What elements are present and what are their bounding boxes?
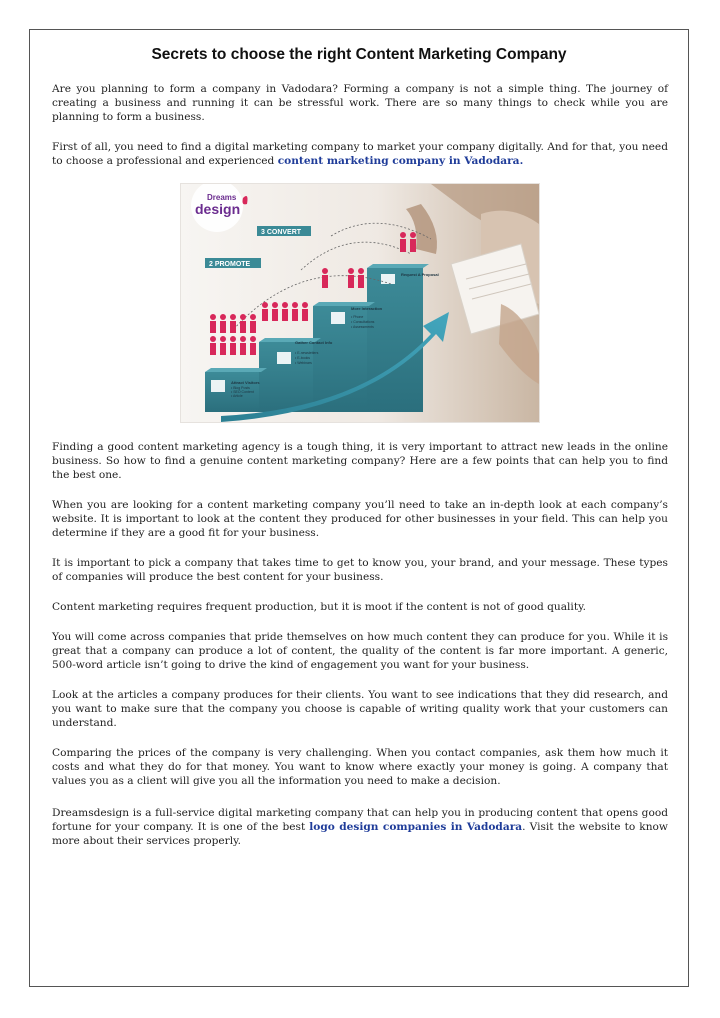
content-marketing-link[interactable]: content marketing company in Vadodara (277, 155, 520, 168)
paragraph-website-review: When you are looking for a content marketing company you’ll need to take an in-depth look at each company’s website. It is important to look at the content they produced for other businesses in your field. This can help you determine if they are a good fit for your business. (52, 499, 668, 540)
svg-text:• E-newsletters: • E-newsletters (295, 351, 319, 355)
paragraph-text: . Visit the website to know more about their services properly. (52, 821, 668, 848)
logo-design-link[interactable]: logo design companies in Vadodara (309, 821, 523, 834)
svg-text:• SEO Content: • SEO Content (231, 390, 254, 394)
svg-text:• E-books: • E-books (295, 356, 311, 360)
svg-text:• Article: • Article (231, 394, 243, 398)
paragraph-know-you: It is important to pick a company that takes time to get to know you, your brand, and your message. These types of companies will produce the best content for your business. (52, 557, 668, 584)
paragraph-find-company (52, 140, 668, 168)
step-convert-banner (257, 226, 311, 236)
paragraph-finding-agency: Finding a good content marketing agency is a tough thing, it is very important to attract new leads in the online business. So how to find a genuine content marketing company? Here are a few points that can help you to find the best one. (52, 441, 668, 482)
document-page (29, 29, 689, 987)
svg-text:• Webinars: • Webinars (295, 361, 312, 365)
paragraph-text: Dreamsdesign is a full-service digital marketing company that can help you in producing content that opens good fortune for your company. It is one of the best (52, 807, 668, 834)
svg-text:• Assessments: • Assessments (351, 325, 374, 329)
paragraph-dreamsdesign (52, 806, 668, 849)
paragraph-quality: You will come across companies that pride themselves on how much content they can produce for you. While it is great that a company can produce a lot of content, the quality of the content is far more important. A generic, 500-word article isn’t going to drive the kind of engagement you want for your business. (52, 631, 668, 672)
svg-text:• Blog Posts: • Blog Posts (231, 386, 250, 390)
svg-text:2 PROMOTE: 2 PROMOTE (209, 261, 251, 268)
paragraph-prices: Comparing the prices of the company is very challenging. When you contact companies, ask them how much it costs and what they do for that money. You want to know where exactly your money is going. A company that values you as a client will give you all the information you need to make a decision. (52, 747, 668, 788)
svg-text:More Interaction: More Interaction (351, 306, 383, 311)
svg-text:• Phone: • Phone (351, 315, 364, 319)
logo-text-bottom: design (195, 201, 241, 217)
paragraph-frequent-production: Content marketing requires frequent production, but it is moot if the content is not of good quality. (52, 601, 587, 613)
step-promote-banner (205, 258, 261, 268)
paragraph-text: First of all, you need to find a digital marketing company to market your company digitally. And for that, you need to choose a professional and experienced (52, 141, 668, 168)
svg-text:Attract Visitors: Attract Visitors (231, 380, 260, 385)
logo-text-top: Dreams (207, 193, 237, 202)
svg-text:Request A Proposal: Request A Proposal (401, 272, 439, 277)
paragraph-period: . (519, 155, 524, 168)
paragraph-articles: Look at the articles a company produces for their clients. You want to see indications that they did research, and you want to make sure that the company you choose is capable of writing quality work that your customers can understand. (52, 689, 668, 730)
document-title: Secrets to choose the right Content Marketing Company (151, 46, 567, 63)
svg-text:Gather Contact Info: Gather Contact Info (295, 340, 333, 345)
svg-text:• Consultations: • Consultations (351, 320, 375, 324)
content-marketing-infographic (180, 183, 540, 423)
svg-text:3 CONVERT: 3 CONVERT (261, 229, 302, 236)
paragraph-intro: Are you planning to form a company in Vadodara? Forming a company is not a simple thing. The journey of creating a business and running it can be stressful work. There are so many things to check while you are planning to form a business. (52, 83, 668, 124)
